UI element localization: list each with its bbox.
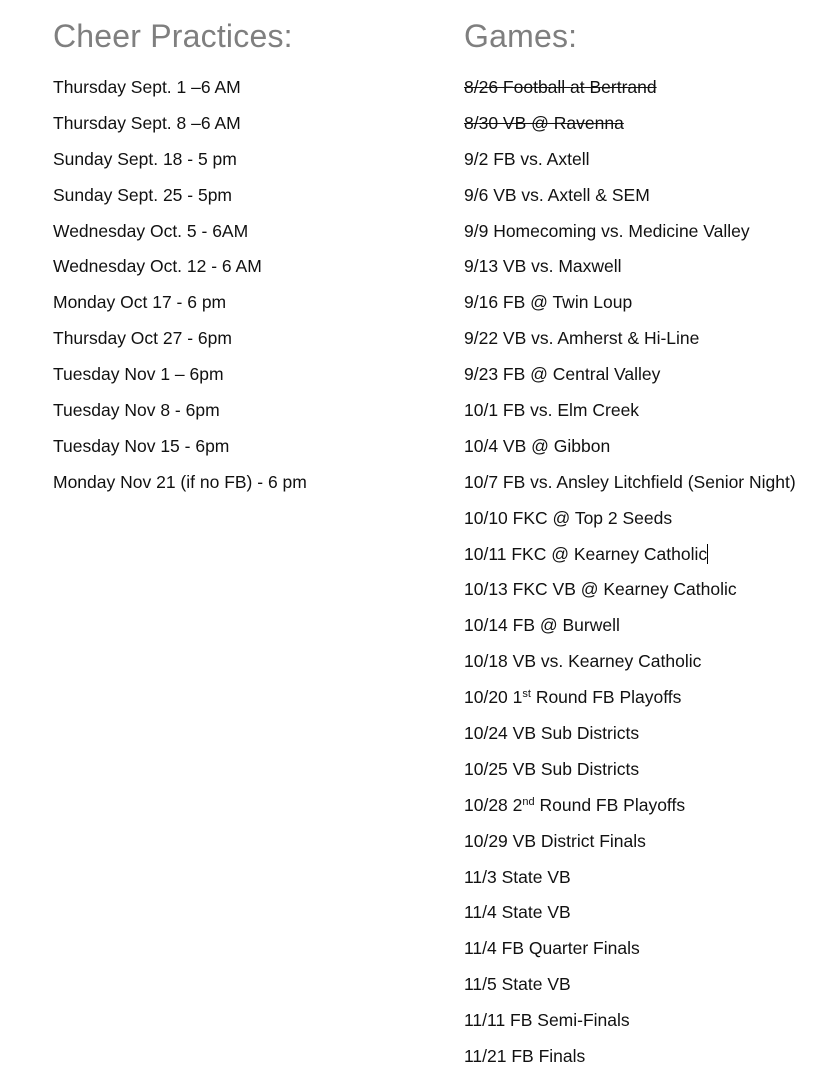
game-item-text: 10/4 VB @ Gibbon: [464, 435, 611, 456]
game-item-text-struck: 8/30 VB @ Ravenna: [464, 112, 624, 133]
game-item-text: 10/18 VB vs. Kearney Catholic: [464, 651, 702, 672]
game-item-text: 10/25 VB Sub Districts: [464, 758, 640, 779]
game-item: [464, 74, 796, 110]
game-item-text-struck: 8/26 Football at Bertrand: [464, 77, 657, 97]
game-item: [464, 1043, 796, 1079]
practices-heading: Cheer Practices:: [53, 18, 293, 54]
game-item-text: 10/29 VB District Finals: [464, 830, 646, 851]
game-item-text: Round FB Playoffs: [534, 794, 686, 815]
game-item-text: 9/9 Homecoming vs. Medicine Valley: [464, 220, 750, 241]
practice-item: Monday Nov 21 (if no FB) - 6 pm: [53, 471, 307, 492]
game-item-text: 10/20 1: [464, 687, 523, 708]
game-item: [464, 1007, 796, 1043]
game-item: [464, 612, 796, 648]
games-heading: Games:: [464, 18, 578, 54]
game-item-text: 11/5 State VB: [464, 974, 571, 995]
game-item: [464, 146, 796, 182]
game-item: [464, 218, 796, 254]
game-item: [464, 433, 796, 469]
practice-item: Monday Oct 17 - 6 pm: [53, 292, 227, 313]
game-item-text: 9/6 VB vs. Axtell & SEM: [464, 184, 650, 205]
practice-item: Sunday Sept. 25 - 5pm: [53, 184, 232, 205]
practice-item: Wednesday Oct. 5 - 6AM: [53, 220, 249, 241]
game-item: [464, 899, 796, 935]
game-item: [464, 505, 796, 541]
game-item-text: 10/24 VB Sub Districts: [464, 723, 640, 744]
game-item-text: 10/7 FB vs. Ansley Litchfield (Senior Night): [464, 471, 796, 492]
game-item-text: 9/23 FB @ Central Valley: [464, 364, 661, 385]
practice-item: Sunday Sept. 18 - 5 pm: [53, 148, 237, 169]
game-item: [464, 576, 796, 612]
game-item-text: 10/11 FKC @ Kearney Catholic: [464, 543, 708, 564]
game-item: [464, 756, 796, 792]
game-item: [464, 541, 796, 577]
game-item-text: 9/16 FB @ Twin Loup: [464, 292, 633, 313]
game-list: [464, 74, 796, 1079]
game-item: [464, 720, 796, 756]
game-item-text: 10/28 2: [464, 794, 523, 815]
game-item-text: 9/13 VB vs. Maxwell: [464, 256, 622, 277]
practice-item: Tuesday Nov 1 – 6pm: [53, 364, 224, 385]
ordinal-suffix: st: [522, 688, 531, 701]
game-item-text: 10/1 FB vs. Elm Creek: [464, 400, 640, 421]
game-item: [464, 684, 796, 720]
game-item: [464, 289, 796, 325]
game-item-text: 10/13 FKC VB @ Kearney Catholic: [464, 579, 737, 600]
game-item-text: 11/11 FB Semi-Finals: [464, 1010, 630, 1031]
game-item-text: 11/4 FB Quarter Finals: [464, 938, 640, 959]
game-item: [464, 110, 796, 146]
game-item: [464, 361, 796, 397]
practice-item: Thursday Sept. 8 –6 AM: [53, 112, 241, 133]
game-item-text: 11/3 State VB: [464, 866, 571, 887]
game-item-text: 11/4 State VB: [464, 902, 571, 923]
practice-list: [53, 74, 307, 505]
game-item-text: 10/14 FB @ Burwell: [464, 615, 620, 636]
practice-item: Thursday Oct 27 - 6pm: [53, 328, 232, 349]
practice-item: Tuesday Nov 8 - 6pm: [53, 400, 220, 421]
game-item: [464, 253, 796, 289]
game-item-text: 9/2 FB vs. Axtell: [464, 148, 590, 169]
game-item: [464, 864, 796, 900]
game-item: [464, 935, 796, 971]
game-item-text: 9/22 VB vs. Amherst & Hi-Line: [464, 328, 700, 349]
text-cursor: [707, 544, 708, 564]
practice-item: Tuesday Nov 15 - 6pm: [53, 435, 230, 456]
game-item: [464, 325, 796, 361]
game-item: [464, 648, 796, 684]
game-item: [464, 397, 796, 433]
ordinal-suffix: nd: [522, 795, 535, 808]
game-item: [464, 828, 796, 864]
game-item-text: Round FB Playoffs: [530, 687, 682, 708]
practice-item: Thursday Sept. 1 –6 AM: [53, 77, 241, 97]
game-item: [464, 971, 796, 1007]
game-item-text: 11/21 FB Finals: [464, 1046, 586, 1067]
practice-item: Wednesday Oct. 12 - 6 AM: [53, 256, 262, 277]
game-item: [464, 792, 796, 828]
game-item: [464, 469, 796, 505]
game-item: [464, 182, 796, 218]
game-item-text: 10/10 FKC @ Top 2 Seeds: [464, 507, 673, 528]
